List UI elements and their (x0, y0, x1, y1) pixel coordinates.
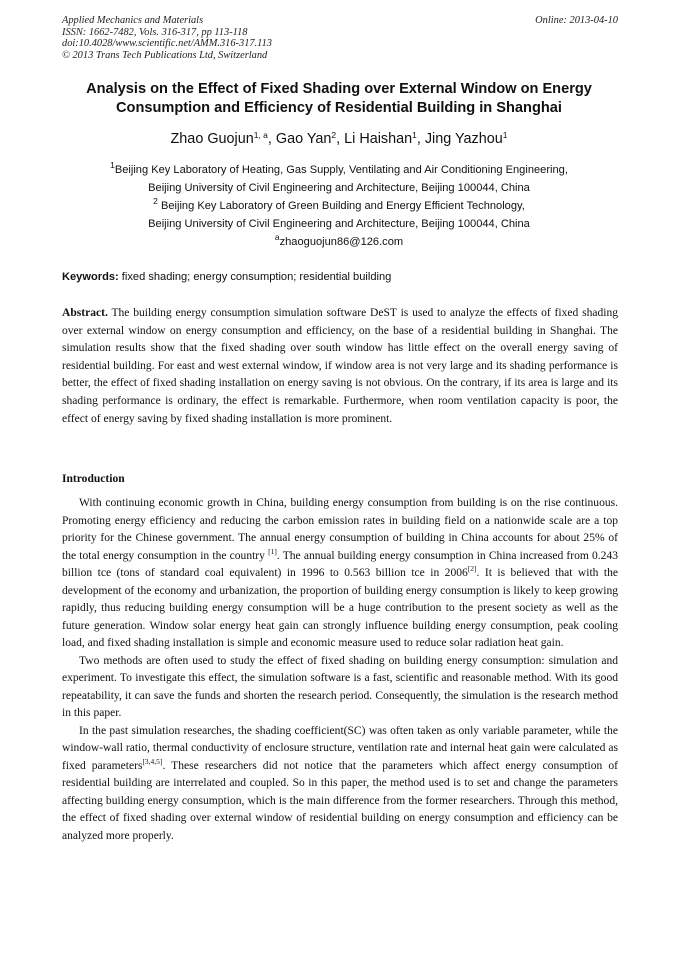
author (425, 131, 508, 147)
affiliation-2-line-1 (40, 197, 638, 215)
journal-name: Applied Mechanics and Materials (62, 15, 204, 26)
abstract-text: The building energy consumption simulation software DeST is used to analyze the effects of fixed shading over external window on energy consumption and efficiency, on the base of a residential building in Shanghai. The simulation results show that the fixed shading over south window has little effect on the overall energy saving of residential building. For east and west external window, if window area is not very large and its shading performance is better, the effect of fixed shading installation on energy saving is not obvious. On the contrary, if its area is large and its shading performance is ordinary, the effect is remarkable. Furthermore, when room ventilation capacity is poor, the effect of energy saving by fixed shading installation is more prominent. (62, 307, 618, 425)
online-date: Online: 2013-04-10 (535, 15, 618, 26)
introduction-body (62, 495, 618, 845)
paper-title: Analysis on the Effect of Fixed Shading over External Window on Energy Consumption and Efficiency of Residential Building in Shanghai (86, 81, 592, 116)
author-name: Zhao Guojun (170, 131, 254, 147)
paragraph-text: . It is believed that with the development of the economy and urbanization, the proportion of building energy consumption is likely to keep growing rapidly, thus reducing building energy consumption will be a huge contribution to the present society as well as the future generation. Window solar energy heat gain can strongly influence building energy consumption, peak cooling load, and fixed shading installation is simple and economic measure used to reduce solar radiation heat gain. (62, 567, 618, 649)
affiliation-2-line-2: Beijing University of Civil Engineering and Architecture, Beijing 100044, China (148, 218, 530, 230)
paragraph (62, 723, 618, 846)
affiliations (40, 161, 638, 251)
email-sup: a (274, 232, 280, 242)
affiliation-sup: 2 (153, 196, 158, 206)
affiliation-sup: 1 (110, 160, 115, 170)
paragraph-text: In the past simulation researches, the shading coefficient(SC) was often taken as only variable parameter, while the window-wall ratio, thermal conductivity of enclosure structure, ventilation rate and internal heat gain were calculated as fixed parameters (62, 724, 618, 772)
author-separator: , (416, 131, 425, 147)
author-separator: , (336, 131, 345, 147)
affiliation-text: Beijing Key Laboratory of Heating, Gas Supply, Ventilating and Air Conditioning Engineering, (114, 164, 568, 176)
author-sup: 1 (412, 130, 417, 140)
abstract (62, 305, 618, 428)
paragraph: Two methods are often used to study the effect of fixed shading on building energy consumption: simulation and experiment. To investigate this effect, the simulation software is a fast, scientific and reasonable method. With its good repeatability, it can save the funds and shorten the research period. Consequently, the simulation is the research method in this paper. (62, 654, 618, 719)
journal-header (62, 15, 618, 61)
affiliation-1-line-2: Beijing University of Civil Engineering and Architecture, Beijing 100044, China (148, 182, 530, 194)
citation: [2] (467, 564, 477, 573)
author (171, 131, 276, 147)
author-separator: , (267, 131, 276, 147)
author-sup: 1, a (253, 130, 268, 140)
author-sup: 2 (331, 130, 337, 140)
email-address: zhaoguojun86@126.com (279, 236, 404, 248)
citation: [3,4,5] (142, 756, 163, 766)
keywords-label: Keywords: (62, 271, 119, 283)
author-list (40, 130, 638, 148)
author (276, 131, 344, 147)
author-name: Li Haishan (344, 131, 413, 147)
section-heading-introduction: Introduction (62, 473, 125, 485)
author (344, 131, 425, 147)
paragraph-text: With continuing economic growth in China, building energy consumption from building is on the rise continuous. Promoting energy efficiency and reducing the carbon emission rates in building field on a nationwide scale are a top priority for the Chinese government. The annual energy consumption of building in China accounts for about 25% of the total energy consumption in the country (62, 497, 618, 562)
copyright-line: © 2013 Trans Tech Publications Ltd, Switzerland (62, 49, 268, 61)
paragraph-text: . These researchers did not notice that the parameters which affect energy consumption of residential building are interrelated and coupled. So in this paper, the method used is to set and change the parameters affecting building energy consumption, which is the main difference from the former researchers. Through this method, the effect of fixed shading over external window of residential building on energy consumption and efficiency can be analyzed more properly. (62, 759, 618, 842)
paragraph-text: . The annual building energy consumption in China increased from 0.243 billion tce (tons of standard coal equivalent) in 1996 to 0.563 billion tce in 2006 (62, 549, 618, 579)
doi-line: doi:10.4028/www.scientific.net/AMM.316-317.113 (62, 38, 272, 50)
author-name: Jing Yazhou (424, 131, 503, 147)
issn-line: ISSN: 1662-7482, Vols. 316-317, pp 113-118 (62, 26, 248, 38)
affiliation-text: Beijing Key Laboratory of Green Building and Energy Efficient Technology, (157, 200, 525, 212)
affiliation-1-line-1 (40, 161, 638, 179)
author-sup: 1 (502, 130, 508, 140)
author-name: Gao Yan (275, 131, 332, 147)
paragraph (62, 495, 618, 653)
author-email (40, 233, 638, 251)
abstract-label: Abstract. (62, 307, 108, 319)
citation: [1] (268, 546, 277, 556)
keywords (62, 270, 618, 285)
keywords-text: fixed shading; energy consumption; residential building (118, 271, 392, 283)
